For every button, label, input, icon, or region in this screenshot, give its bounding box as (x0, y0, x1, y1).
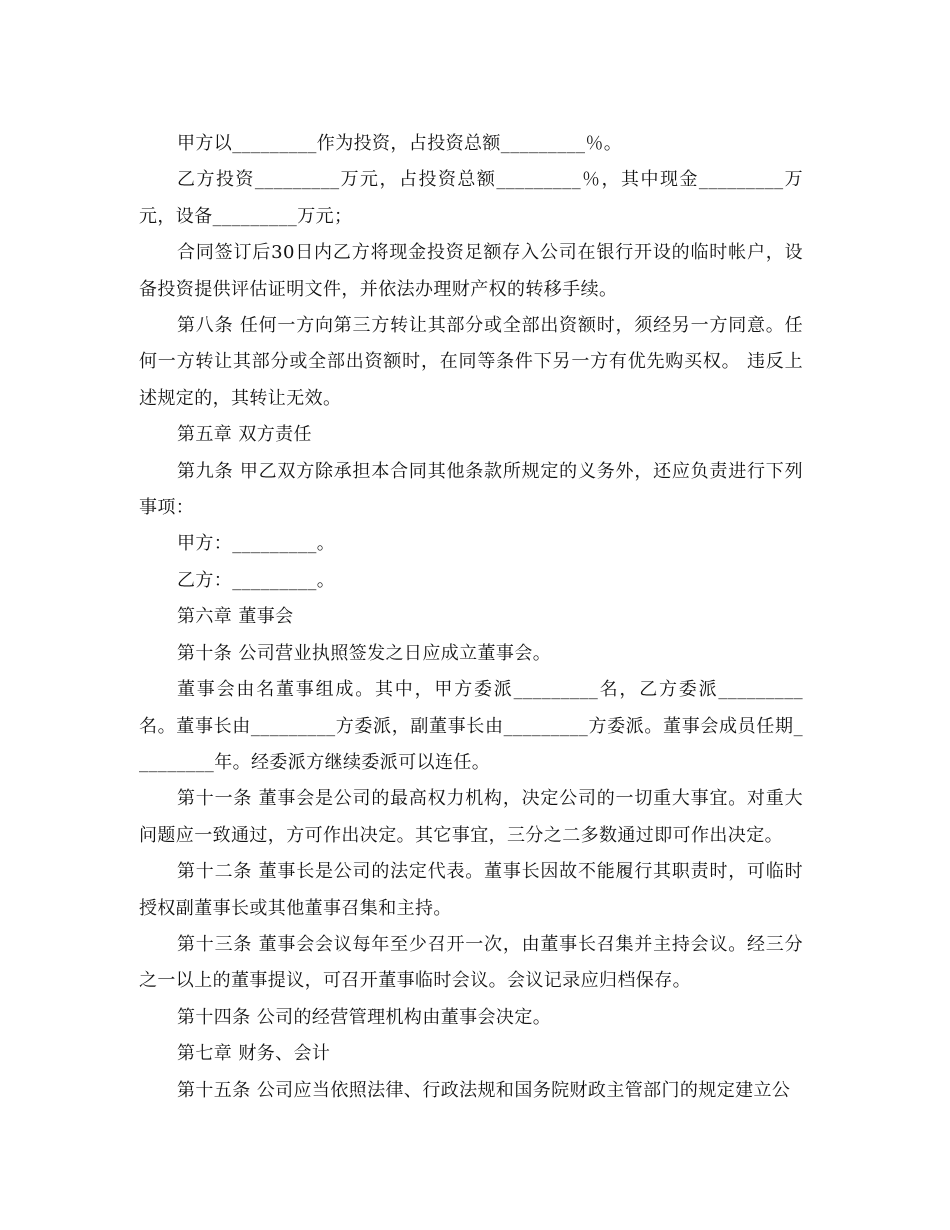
paragraph-capital-deposit: 合同签订后30日内乙方将现金投资足额存入公司在银行开设的临时帐户，设备投资提供评估证明文件，并依法办理财产权的转移手续。 (139, 242, 803, 300)
chapter-heading-6: 第六章 董事会 (177, 606, 294, 628)
paragraph-article-15: 第十五条 公司应当依照法律、行政法规和国务院财政主管部门的规定建立公 (177, 1079, 791, 1101)
paragraph-article-10: 第十条 公司营业执照签发之日应成立董事会。 (177, 642, 552, 664)
paragraph-investment-party-a: 甲方以_________作为投资，占投资总额_________％。 (177, 133, 623, 154)
paragraph-article-12: 第十二条 董事长是公司的法定代表。董事长因故不能履行其职责时，可临时授权副董事长或其他董事召集和主持。 (139, 861, 803, 919)
paragraph-article-8: 第八条 任何一方向第三方转让其部分或全部出资额时，须经另一方同意。任何一方转让其部分或全部出资额时，在同等条件下另一方有优先购买权。 违反上述规定的，其转让无效。 (139, 315, 803, 409)
paragraph-party-b-duty: 乙方：_________。 (177, 569, 336, 591)
paragraph-investment-party-b: 乙方投资_________万元，占投资总额_________％，其中现金_________万元，设备_________万元； (139, 169, 803, 227)
paragraph-article-11: 第十一条 董事会是公司的最高权力机构，决定公司的一切重大事宜。对重大问题应一致通过，方可作出决定。其它事宜，三分之二多数通过即可作出决定。 (139, 788, 803, 846)
document-body (139, 126, 803, 1109)
chapter-heading-7: 第七章 财务、会计 (177, 1043, 331, 1065)
paragraph-party-a-duty: 甲方：_________。 (177, 533, 336, 555)
paragraph-board-composition: 董事会由名董事组成。其中，甲方委派_________名，乙方委派_________名。董事长由_________方委派，副董事长由_________方委派。董事会成员任期_________年。经委派方继续委派可以连任。 (139, 679, 803, 773)
chapter-heading-5: 第五章 双方责任 (177, 424, 312, 446)
paragraph-article-13: 第十三条 董事会会议每年至少召开一次，由董事长召集并主持会议。经三分之一以上的董事提议，可召开董事临时会议。会议记录应归档保存。 (139, 933, 803, 992)
paragraph-article-14: 第十四条 公司的经营管理机构由董事会决定。 (177, 1006, 552, 1028)
paragraph-article-9: 第九条 甲乙双方除承担本合同其他条款所规定的义务外，还应负责进行下列事项： (139, 460, 803, 519)
